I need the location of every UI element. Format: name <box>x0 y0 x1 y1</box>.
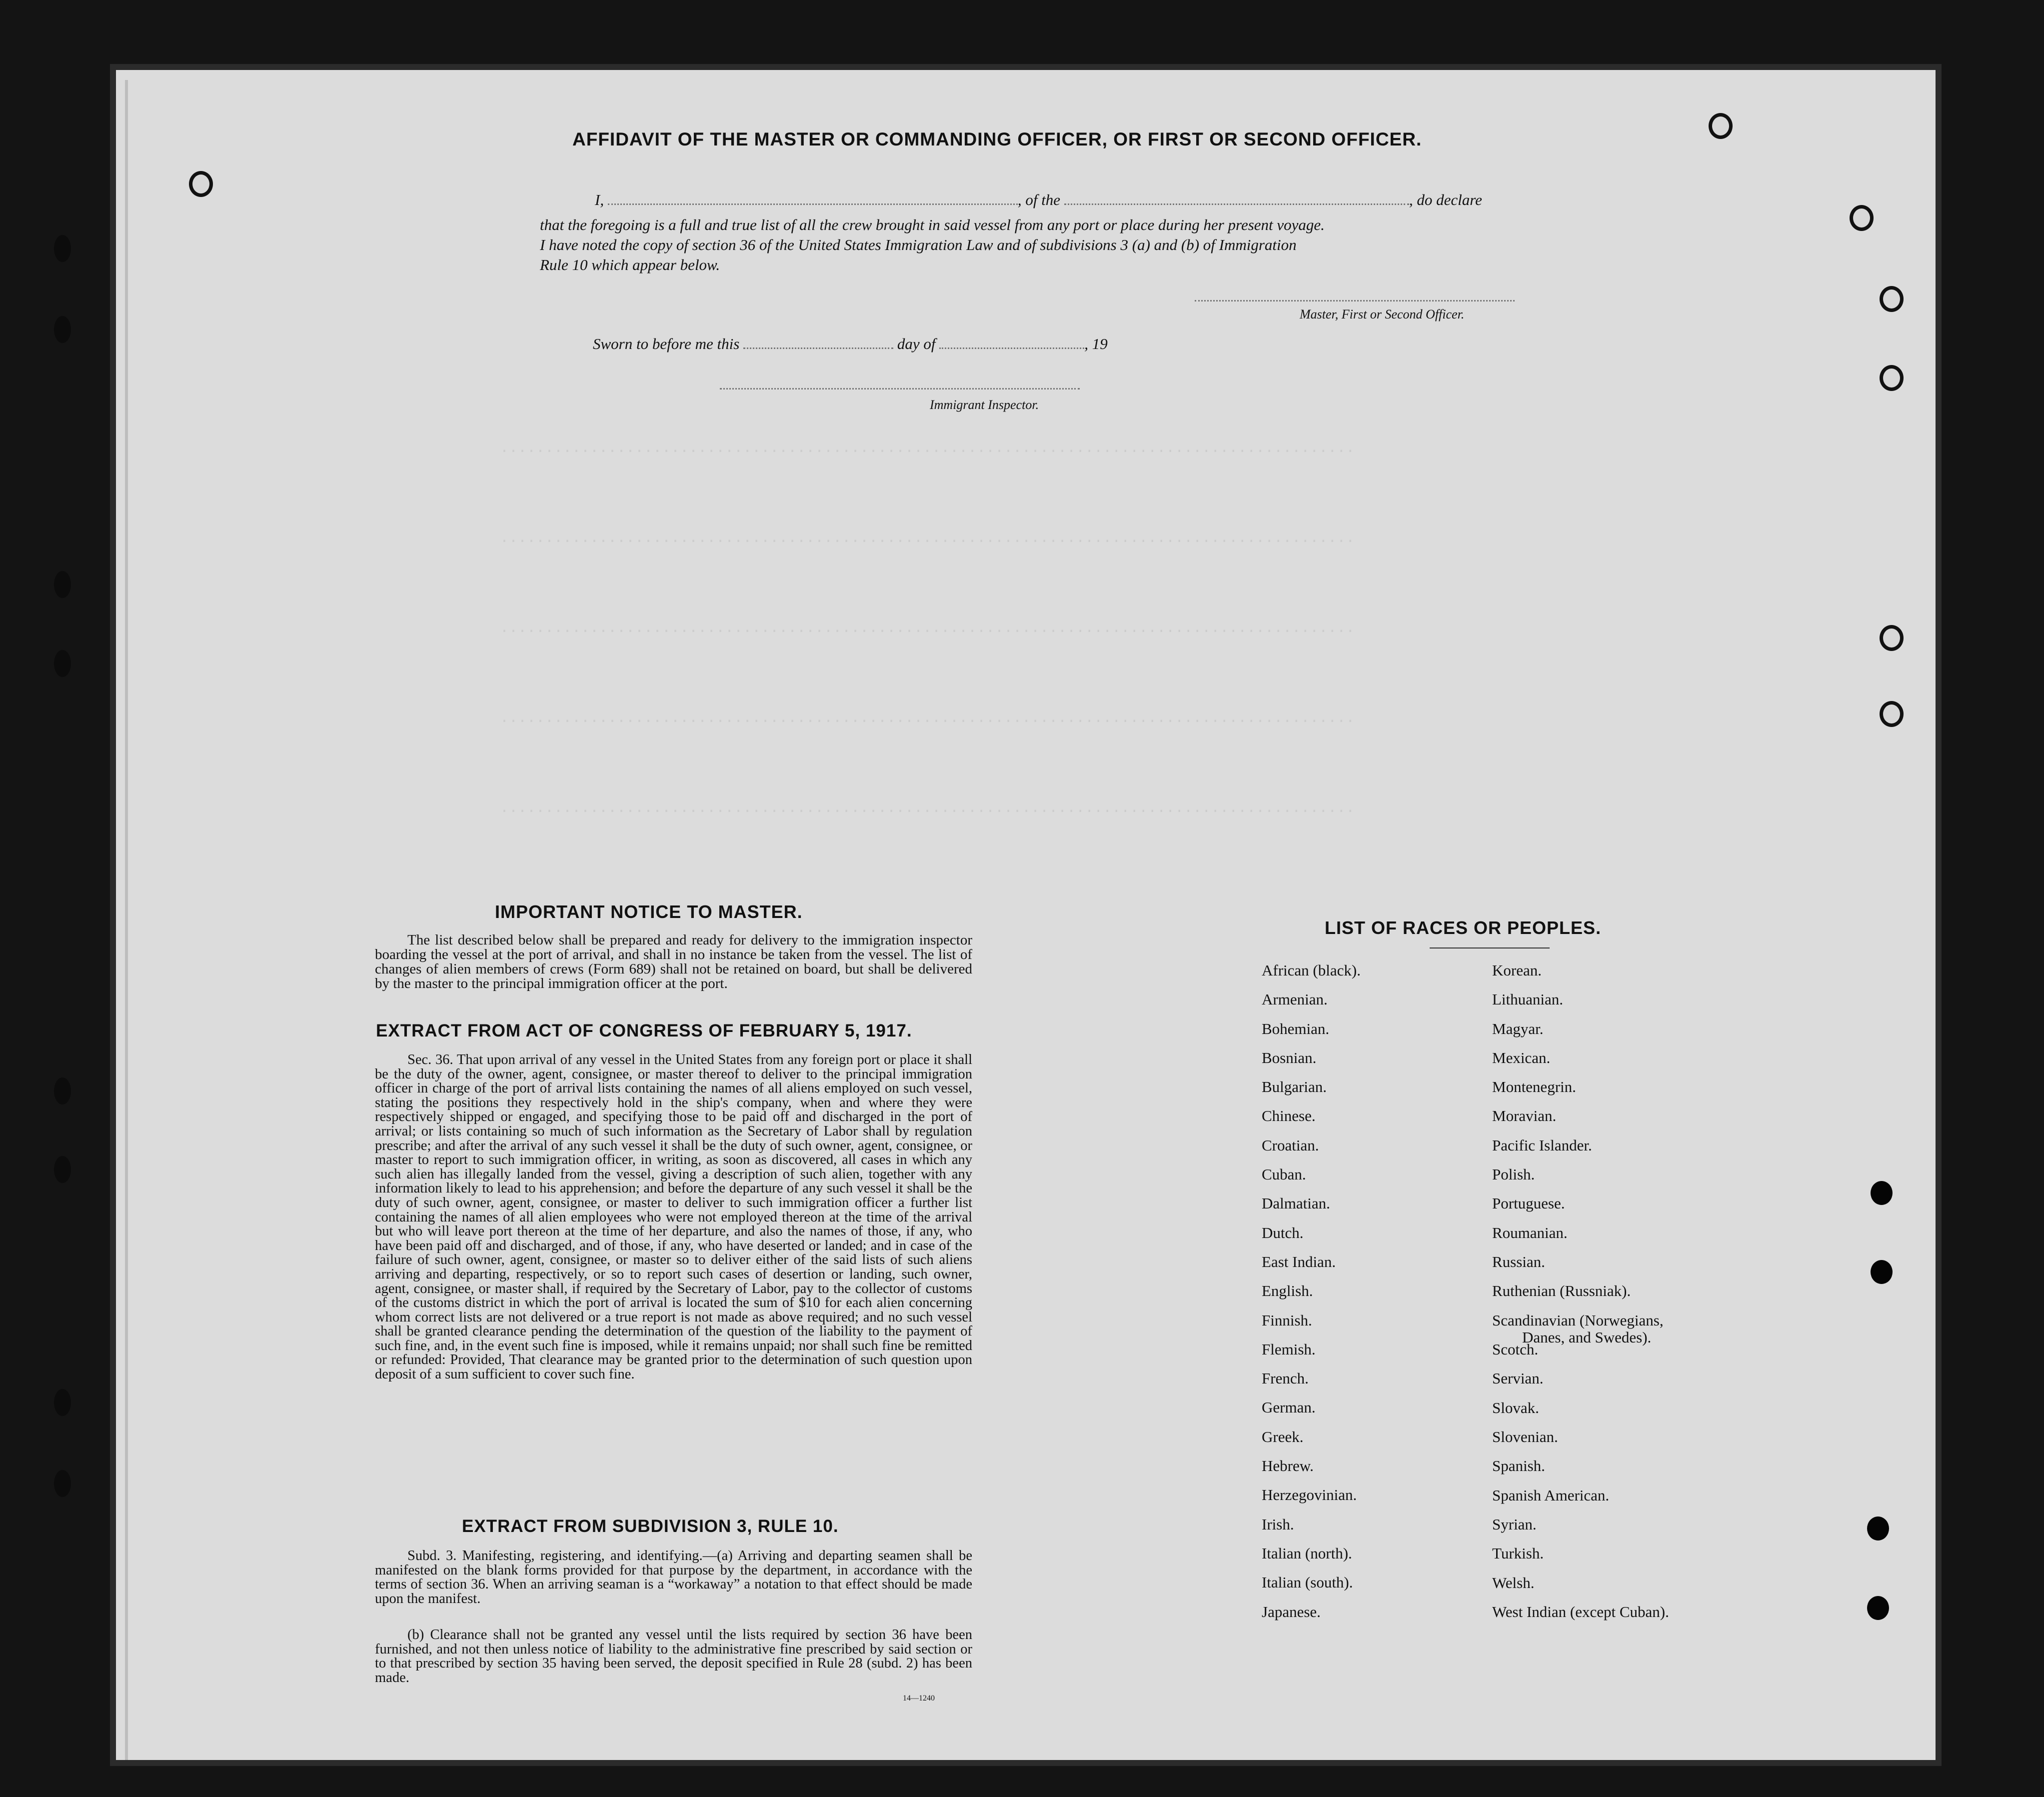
race-item: Pacific Islander. <box>1492 1136 1592 1154</box>
punch-ring <box>1880 701 1904 727</box>
race-item: Croatian. <box>1262 1136 1319 1154</box>
name-field[interactable] <box>608 204 1018 205</box>
race-item: Bulgarian. <box>1262 1078 1327 1096</box>
punch-ring <box>1709 113 1733 139</box>
race-item: Spanish American. <box>1492 1486 1610 1504</box>
punch-ring <box>1850 205 1874 231</box>
inspector-signature-line[interactable] <box>720 388 1080 390</box>
bleed-through-text: ............................................................................................... <box>500 710 1355 727</box>
affidavit-line-1 <box>595 191 1482 209</box>
extract-rule-title: EXTRACT FROM SUBDIVISION 3, RULE 10. <box>462 1516 839 1536</box>
form-number: 14—1240 <box>903 1694 935 1702</box>
race-item: West Indian (except Cuban). <box>1492 1602 1669 1620</box>
sworn-day-field[interactable] <box>743 348 893 349</box>
bleed-through-text: ............................................................................................... <box>500 530 1355 547</box>
race-item: Greek. <box>1262 1428 1304 1446</box>
bleed-through-text: ............................................................................................... <box>500 620 1355 637</box>
race-item: Chinese. <box>1262 1107 1316 1125</box>
race-item: Moravian. <box>1492 1107 1557 1125</box>
race-item: Dutch. <box>1262 1224 1304 1242</box>
binder-hole <box>54 235 71 262</box>
races-column-2 <box>1492 956 1669 1626</box>
sworn-line <box>593 335 1108 353</box>
race-item: English. <box>1262 1282 1313 1300</box>
race-item: Syrian. <box>1492 1515 1537 1533</box>
binder-hole <box>54 1470 71 1497</box>
race-item: Spanish. <box>1492 1457 1545 1475</box>
race-item: Armenian. <box>1262 990 1328 1008</box>
affidavit-i-label: I, <box>595 191 604 208</box>
race-item: Herzegovinian. <box>1262 1486 1357 1504</box>
inspector-label: Immigrant Inspector. <box>930 398 1039 412</box>
race-item: Roumanian. <box>1492 1224 1568 1242</box>
race-item: Servian. <box>1492 1370 1544 1388</box>
race-item: French. <box>1262 1370 1309 1388</box>
affidavit-title: AFFIDAVIT OF THE MASTER OR COMMANDING OFFICER, OR FIRST OR SECOND OFFICER. <box>572 129 1422 150</box>
extract-rule-body-b: (b) Clearance shall not be granted any vessel until the lists required by section 36 have been furnished, and not then unless notice of liability to the administrative fine prescribed by said section or to that prescribed by section 35 having been served, the deposit specified in Rule 28 (subd. 2) has been made. <box>375 1627 972 1686</box>
race-item: German. <box>1262 1398 1316 1416</box>
race-item: Italian (south). <box>1262 1574 1353 1592</box>
extract-act-title: EXTRACT FROM ACT OF CONGRESS OF FEBRUARY 5, 1917. <box>376 1021 912 1040</box>
year-label: , 19 <box>1084 335 1108 352</box>
affidavit-do-declare: , do declare <box>1409 191 1482 208</box>
binder-hole <box>54 316 71 343</box>
races-column-1 <box>1262 956 1361 1626</box>
binder-hole <box>54 650 71 677</box>
race-item: Mexican. <box>1492 1048 1551 1066</box>
race-item: Polish. <box>1492 1166 1535 1184</box>
punch-dot <box>1871 1181 1893 1205</box>
binder-hole <box>54 1389 71 1416</box>
races-title: LIST OF RACES OR PEOPLES. <box>1325 918 1602 938</box>
notice-body: The list described below shall be prepared and ready for delivery to the immigration inspector boarding the vessel at the port of arrival, and shall in no instance be taken from the vessel. The list of changes of alien members of crews (Form 689) shall not be retained on board, but shall be delivered by the master to the principal immigration officer at the port. <box>375 932 972 992</box>
binder-hole <box>54 1078 71 1104</box>
master-signature-label: Master, First or Second Officer. <box>1300 307 1465 322</box>
race-item: Scandinavian (Norwegians, <box>1492 1311 1664 1329</box>
race-item: Dalmatian. <box>1262 1194 1330 1212</box>
notice-title: IMPORTANT NOTICE TO MASTER. <box>495 902 803 922</box>
extract-rule-body-a: Subd. 3. Manifesting, registering, and identifying.—(a) Arriving and departing seamen shall be manifested on the blank forms provided for that purpose by the department, in accordance with the terms of section 36. When an arriving seaman is a “workaway” a notation to that effect should be made upon the manifest. <box>375 1548 972 1606</box>
punch-ring <box>189 171 213 197</box>
race-item: Scotch. <box>1492 1340 1539 1358</box>
race-item: Welsh. <box>1492 1574 1535 1592</box>
race-item: Italian (north). <box>1262 1544 1352 1562</box>
race-item: Cuban. <box>1262 1166 1306 1184</box>
race-item: Korean. <box>1492 962 1542 979</box>
punch-dot <box>1867 1596 1889 1620</box>
day-of-label: day of <box>897 335 936 352</box>
race-item: Irish. <box>1262 1515 1294 1533</box>
race-item: Ruthenian (Russniak). <box>1492 1282 1631 1300</box>
race-item: Russian. <box>1492 1252 1545 1270</box>
race-item: Slovak. <box>1492 1398 1539 1416</box>
race-item: Flemish. <box>1262 1340 1316 1358</box>
race-item: East Indian. <box>1262 1252 1336 1270</box>
sworn-label: Sworn to before me this <box>593 335 740 352</box>
punch-ring <box>1880 286 1904 312</box>
race-item: Turkish. <box>1492 1544 1544 1562</box>
race-item: Bosnian. <box>1262 1048 1317 1066</box>
race-item: African (black). <box>1262 962 1361 979</box>
race-item: Bohemian. <box>1262 1020 1330 1038</box>
race-item: Lithuanian. <box>1492 990 1564 1008</box>
binder-hole <box>54 1156 71 1183</box>
punch-dot <box>1871 1260 1893 1284</box>
punch-ring <box>1880 365 1904 391</box>
bleed-through-text: ............................................................................................... <box>500 800 1355 817</box>
race-item-continuation: Danes, and Swedes). <box>1522 1328 1652 1346</box>
race-item: Hebrew. <box>1262 1457 1314 1475</box>
race-item: Montenegrin. <box>1492 1078 1576 1096</box>
affidavit-line-4: Rule 10 which appear below. <box>540 256 720 274</box>
affidavit-line-2: that the foregoing is a full and true list of all the crew brought in said vessel from any port or place during her present voyage. <box>540 216 1325 234</box>
binder-hole <box>54 571 71 598</box>
race-item: Finnish. <box>1262 1311 1312 1329</box>
affidavit-line-3: I have noted the copy of section 36 of the United States Immigration Law and of subdivisions 3 (a) and (b) of Immigration <box>540 236 1297 254</box>
race-item: Slovenian. <box>1492 1428 1558 1446</box>
bleed-through-text: ............................................................................................... <box>500 440 1355 457</box>
punch-dot <box>1867 1516 1889 1540</box>
master-signature-line[interactable] <box>1195 300 1515 302</box>
race-item: Portuguese. <box>1492 1194 1565 1212</box>
punch-ring <box>1880 625 1904 651</box>
race-item: Magyar. <box>1492 1020 1544 1038</box>
extract-act-body: Sec. 36. That upon arrival of any vessel in the United States from any foreign port or place it shall be the duty of the owner, agent, consignee, or master thereof to deliver to the principal immigration officer in charge of the port of arrival lists containing the names of all aliens employed on such vessel, stating the positions they respectively hold in the ship's company, when and where they were respectively shipped or engaged, and specifying those to be paid off and discharged in the port of arrival; or lists containing so much of such information as the Secretary of Labor shall by regulation prescribe; and after the arrival of any such vessel it shall be the duty of such owner, agent, consignee, or master to report to such immigration officer, in writing, as soon as discovered, all cases in which any such alien has illegally landed from the vessel, giving a description of such alien, together with any information likely to lead to his apprehension; and before the departure of any such vessel it shall be the duty of such owner, agent, consignee, or master to deliver to such immigration officer a further list containing the names of all alien employees who were not employed thereon at the time of the arrival but who will leave port thereon at the time of her departure, and also the names of those, if any, who have been paid off and discharged, and of those, if any, who have deserted or landed; and in case of the failure of such owner, agent, consignee, or master so to deliver either of the said lists of such aliens arriving and departing, respectively, or so to report such cases of desertion or landing, such owner, agent, consignee, or master shall, if required by the Secretary of Labor, pay to the collector of customs of the customs district in which the port of arrival is located the sum of $10 for each alien concerning whom correct lists are not delivered or a true report is not made as above required; and no such vessel shall be granted clearance pending the determination of the question of the liability to the payment of such fine, and, in the event such fine is imposed, while it remains unpaid; nor shall such fine be remitted or refunded: Provided, That clearance may be granted prior to the determination of such question upon deposit of a sum sufficient to cover such fine. <box>375 1052 972 1382</box>
race-item: Japanese. <box>1262 1602 1321 1620</box>
sworn-month-field[interactable] <box>939 348 1084 349</box>
vessel-field[interactable] <box>1064 204 1409 205</box>
affidavit-of-the: , of the <box>1017 191 1061 208</box>
